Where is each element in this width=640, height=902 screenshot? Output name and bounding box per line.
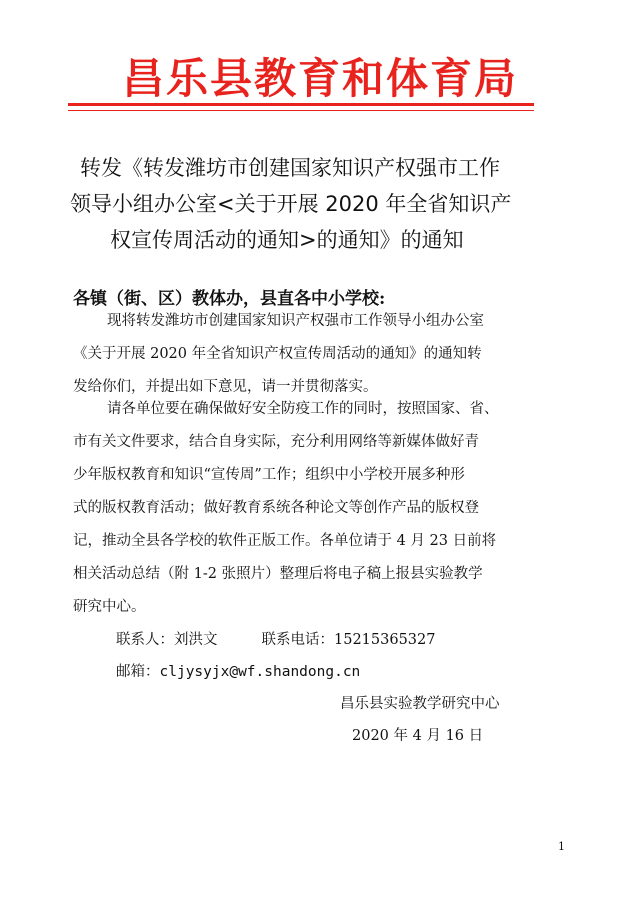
salutation: 各镇（街、区）教体办，县直各中小学校:: [73, 289, 386, 309]
contact-phone-label: 联系电话：: [261, 632, 334, 648]
title-line-1: 转发《转发潍坊市创建国家知识产权强市工作: [80, 156, 500, 180]
email-link[interactable]: cljysyjx@wf.shandong.cn: [159, 664, 361, 680]
title-line-2: 领导小组办公室<关于开展 2020 年全省知识产: [70, 192, 512, 216]
document-title: [60, 150, 580, 258]
signoff-date: 2020 年 4 月 16 日: [352, 728, 484, 744]
paragraph-line: 式的版权教育活动；做好教育系统各种论文等创作产品的版权登: [73, 500, 479, 516]
paragraph-line: 少年版权教育和知识“宣传周”工作；组织中小学校开展多种形: [73, 467, 465, 483]
paragraph-line: 市有关文件要求，结合自身实际，充分利用网络等新媒体做好青: [73, 434, 479, 450]
contact-line: [116, 624, 435, 656]
signoff-organization: 昌乐县实验教学研究中心: [340, 696, 500, 712]
letterhead-rule-thin: [68, 110, 534, 111]
paragraph-line: 发给你们，并提出如下意见，请一并贯彻落实。: [73, 379, 378, 395]
paragraph-1: [73, 305, 573, 404]
paragraph-line: 记，推动全县各学校的软件正版工作。各单位请于 4 月 23 日前将: [73, 533, 497, 549]
paragraph-line: 相关活动总结（附 1-2 张照片）整理后将电子稿上报县实验教学: [73, 566, 483, 582]
email-label: 邮箱：: [116, 664, 160, 680]
contact-phone: 15215365327: [334, 632, 436, 648]
email-line: [116, 656, 435, 688]
signoff-block: [340, 688, 500, 752]
contact-block: [116, 624, 435, 688]
paragraph-line: 研究中心。: [73, 599, 146, 615]
paragraph-line: 《关于开展 2020 年全省知识产权宣传周活动的通知》的通知转: [73, 346, 482, 362]
paragraph-line: 现将转发潍坊市创建国家知识产权强市工作领导小组办公室: [107, 313, 484, 329]
letterhead-title: 昌乐县教育和体育局: [121, 54, 518, 103]
contact-person-name: 刘洪文: [174, 632, 218, 648]
contact-person-label: 联系人：: [116, 632, 174, 648]
paragraph-2: [73, 393, 573, 624]
letterhead-rule-thick: [68, 103, 534, 106]
paragraph-line: 请各单位要在确保做好安全防疫工作的同时，按照国家、省、: [107, 401, 499, 417]
page-number: 1: [558, 840, 565, 853]
title-line-3: 权宣传周活动的通知>的通知》的通知: [110, 228, 464, 252]
